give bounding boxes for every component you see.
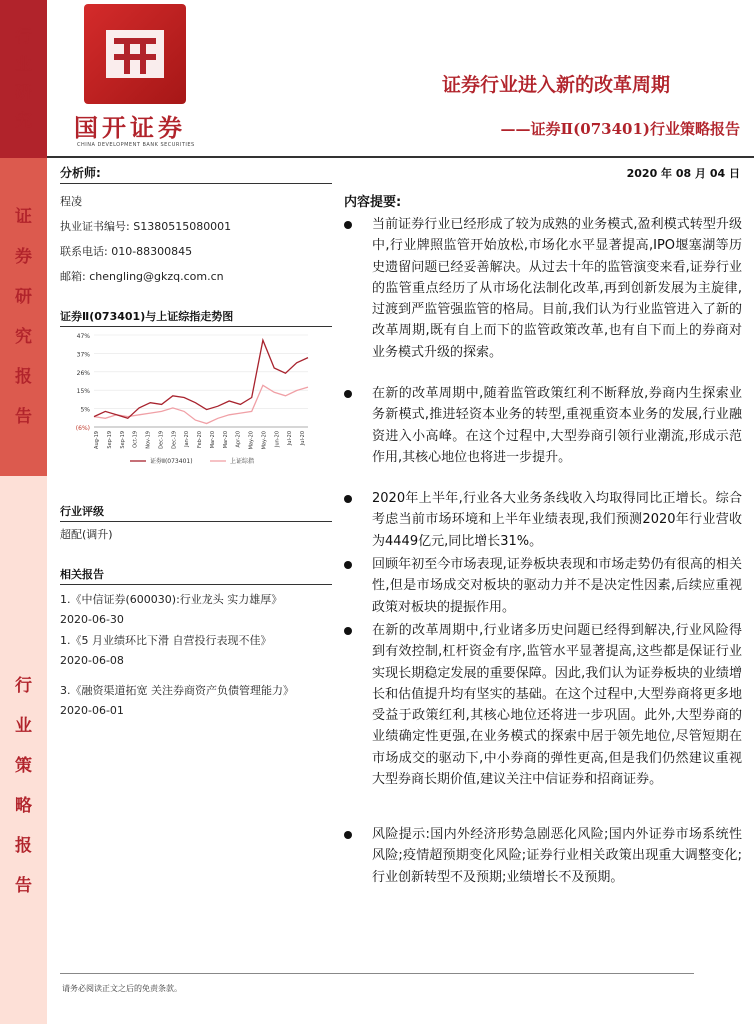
y-tick-label: (6%) [75,425,90,432]
bullet-text: 在新的改革周期中,行业诸多历史问题已经得到解决,行业风险得到有效控制,杠杆资金有序,监管水平显著提高,这些都是保证行业实现长期稳定发展的重要保障。因此,我们认为证券板块的业绩增长和估值提升均有坚实的基础。在这个过程中,大型券商将更多地受益于政策红利,其核心地位还将进一步巩固。此外,大型券商的业绩确定性更强,在业务模式的探索中居于领先地位,尽管短期在市场成交的驱动下,中小券商的弹性更高,但是我们仍然建议重视大型券商长期价值,建议关注中信证券和招商证券。 [372,623,742,788]
bullet-text: 2020年上半年,行业各大业务条线收入均取得同比正增长。综合考虑当前市场环境和上半年业绩表现,我们预测2020年行业营收为4449亿元,同比增长31%。 [372,491,742,549]
summary-heading: 内容提要: [344,195,402,210]
sidebar-char: 券 [15,247,32,267]
report-date: 2020 年 08 月 04 日 [626,167,740,180]
brand-logo-icon [84,4,186,104]
price-trend-chart [60,329,310,469]
sidebar-char: 告 [15,407,32,427]
bullet-text: 当前证券行业已经形成了较为成熟的业务模式,盈利模式转型升级中,行业牌照监管开始放松,市场化水平显著提高,IPO堰塞湖等历史遗留问题已经妥善解决。从过去十年的监管演变来看,证券行业的监管重点经历了从市场化法制化改革,再到创新发展为主旋律,过渡到严监管强监管的格局。目前,我们认为行业监管进入了新的改革周期,既有自上而下的监管政策改革,也有自下而上的券商对业务模式升级的探索。 [372,217,742,360]
x-tick-label: May-20 [261,431,268,450]
sidebar-char: 行 [15,676,32,696]
disclaimer-note: 请务必阅读正文之后的免责条款。 [62,984,182,993]
x-tick-label: Sep-19 [106,431,113,449]
analyst-cert [60,218,332,234]
sidebar-char: 报 [15,367,32,387]
bullet-text: 在新的改革周期中,随着监管政策红利不断释放,券商内生探索业务新模式,推进轻资本业务的转型,重视重资本业务的发展,行业融资进入小高峰。在这个过程中,大型券商引领行业潮流,形成示范作用,其核心地位也将进一步提升。 [372,386,742,465]
related-item-title[interactable]: 3.《融资渠道拓宽 关注券商资产负债管理能力》2020-06-01 [60,684,294,717]
header-divider [47,156,754,158]
summary-bullet [344,488,742,552]
sidebar-char: 研 [15,83,32,103]
email-value[interactable]: chengling@gkzq.com.cn [89,270,224,283]
x-tick-label: Jan-20 [184,431,191,447]
cert-value: S1380515080001 [133,220,232,233]
footer-divider [60,973,694,974]
analyst-phone [60,243,332,259]
sidebar-char: 究 [15,111,32,131]
related-item-date: 2020-06-08 [60,654,124,667]
series-line [94,340,308,418]
bullet-dot-icon [344,390,352,398]
bullet-text: 风险提示:国内外经济形势急剧恶化风险;国内外证券市场系统性风险;疫情超预期变化风险;证券行业相关政策出现重大调整变化;行业创新转型不及预期;业绩增长不及预期。 [372,827,742,885]
x-tick-label: Aug-19 [94,431,100,449]
x-tick-label: May-20 [248,431,255,450]
related-item-title[interactable]: 1.《5 月业绩环比下滑 自营投行表现不佳》 [60,634,272,647]
sidebar-char: 略 [15,796,32,816]
y-tick-label: 47% [76,333,90,340]
bullet-dot-icon [344,221,352,229]
y-tick-label: 5% [80,406,90,414]
sidebar-report-subtype [0,476,47,1024]
x-tick-label: Dec-19 [171,431,178,449]
related-item-date: 2020-06-30 [60,613,124,626]
sidebar-char: 业 [15,716,32,736]
sidebar-report-type [0,158,47,476]
summary-bullet [344,824,742,888]
analyst-email [60,268,332,284]
summary-bullet [344,383,742,468]
bullet-dot-icon [344,561,352,569]
left-column [60,160,332,721]
rating-heading: 行业评级 [60,503,332,522]
rating-value: 超配(调升) [60,528,113,541]
legend-label: 上证综指 [230,458,255,465]
sidebar-char: 告 [15,876,32,896]
brand-name: 国开证券 [74,113,186,142]
sidebar-char: 究 [15,327,32,347]
x-tick-label: Apr-20 [235,431,242,448]
report-subtitle: ——证券Ⅱ(073401)行业策略报告 [500,120,740,138]
email-label: 邮箱: [60,270,86,283]
related-item-title[interactable]: 1.《中信证券(600030):行业龙头 实力雄厚》 [60,593,283,606]
summary-bullet [344,620,742,790]
analyst-heading: 分析师: [60,164,332,184]
y-tick-label: 37% [76,351,90,359]
x-tick-label: Mar-20 [222,431,229,449]
related-heading: 相关报告 [60,566,332,585]
x-tick-label: Jun-20 [274,431,281,447]
summary-bullet [344,554,742,618]
sidebar-category [0,0,47,158]
x-tick-label: Mar-20 [209,431,216,449]
analyst-name: 程凌 [60,195,82,208]
sidebar-char: 策 [15,756,32,776]
y-tick-label: 26% [76,369,90,377]
phone-label: 联系电话: [60,245,108,258]
report-title: 证券行业进入新的改革周期 [441,74,670,96]
sidebar-char: 行 [15,27,32,47]
x-tick-label: Feb-20 [197,431,203,449]
x-tick-label: Oct-19 [132,431,139,448]
sidebar-char: 证 [15,207,32,227]
summary-bullet [344,214,742,363]
legend-label: 证券Ⅱ(073401) [150,458,193,465]
cert-label: 执业证书编号: [60,220,130,233]
sidebar-char: 业 [15,55,32,75]
bullet-dot-icon [344,495,352,503]
sidebar-char: 报 [15,836,32,856]
x-tick-label: Jul-20 [287,431,294,446]
y-tick-label: 15% [76,388,90,396]
phone-value: 010-88300845 [111,245,193,258]
bullet-dot-icon [344,627,352,635]
chart-title: 证券Ⅱ(073401)与上证综指走势图 [60,308,332,327]
brand-english: CHINA DEVELOPMENT BANK SECURITIES [77,142,195,148]
x-tick-label: Sep-19 [119,431,126,449]
x-tick-label: Nov-19 [145,431,152,449]
sidebar-char: 研 [15,287,32,307]
x-tick-label: Jul-20 [300,431,306,446]
bullet-text: 回顾年初至今市场表现,证券板块表现和市场走势仍有很高的相关性,但是市场成交对板块的驱动力并不是决定性因素,后续应重视政策对板块的提振作用。 [372,557,742,615]
bullet-dot-icon [344,831,352,839]
x-tick-label: Dec-19 [158,431,165,449]
